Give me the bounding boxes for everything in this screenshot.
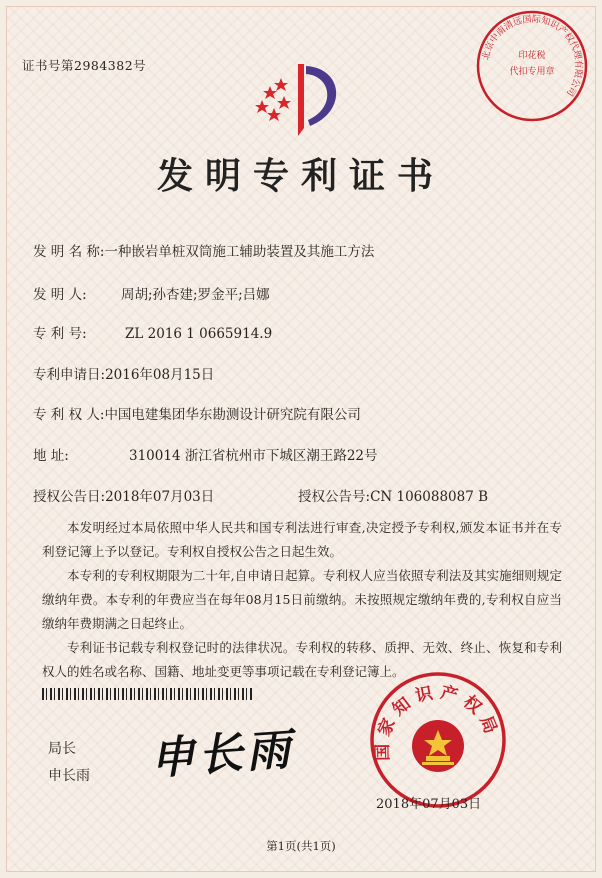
page-footer: 第1页(共1页) [266, 839, 336, 853]
field-label: 授权公告号: [298, 489, 371, 505]
field-label: 授权公告日: [33, 489, 106, 505]
field-value: ZL 2016 1 0665914.9 [125, 326, 273, 342]
director-title: 局长 [48, 741, 76, 757]
field-value: CN 106088087 B [370, 489, 489, 505]
body-paragraph: 本发明经过本局依照中华人民共和国专利法进行审查,决定授予专利权,颁发本证书并在专利登记簿上予以登记。专利权自授权公告之日起生效。 [42, 520, 562, 559]
star-icon [263, 86, 277, 99]
field-label: 专 利 权 人: [33, 407, 105, 423]
official-seal-text: 国家知识产权局 [372, 682, 503, 761]
field-label: 发 明 名 称: [33, 244, 105, 260]
barcode [42, 688, 252, 700]
certificate-number: 证书号第2984382号 [22, 58, 147, 73]
star-icon [274, 78, 288, 91]
logo-stars [255, 78, 291, 121]
field-grant-number [298, 485, 488, 505]
agency-stamp-text: 北京中南清远国际知识产权代理有限公司 [481, 14, 584, 98]
logo-purple-curve [306, 66, 336, 126]
field-patent-number [33, 322, 272, 342]
star-icon [255, 100, 269, 113]
official-seal [362, 668, 514, 808]
field-filing-date [33, 363, 214, 383]
field-value: 中国电建集团华东勘测设计研究院有限公司 [104, 407, 361, 423]
star-icon [267, 108, 281, 121]
agency-stamp [474, 8, 590, 124]
field-value: 一种嵌岩单桩双筒施工辅助装置及其施工方法 [104, 244, 375, 260]
certificate-title: 发明专利证书 [156, 155, 445, 197]
field-inventor [33, 283, 270, 303]
field-label: 专 利 号: [33, 326, 87, 342]
seal-date: 2018年07月03日 [376, 797, 482, 812]
agency-stamp-center: 代扣专用章 [509, 67, 555, 77]
certificate-body [42, 516, 562, 684]
field-value: 周胡;孙杏建;罗金平;吕娜 [121, 287, 270, 303]
field-address [33, 444, 378, 464]
field-patentee [33, 403, 361, 423]
field-value: 2018年07月03日 [105, 489, 215, 505]
field-label: 专利申请日: [33, 367, 106, 383]
logo-red-stroke [298, 64, 304, 136]
national-emblem-icon [412, 720, 464, 772]
field-label: 地 址: [33, 448, 69, 464]
body-paragraph: 专利证书记载专利权登记时的法律状况。专利权的转移、质押、无效、终止、恢复和专利权人的姓名或名称、国籍、地址变更等事项记载在专利登记簿上。 [42, 640, 562, 679]
director-signature: 申长雨 [148, 724, 296, 785]
director-name: 申长雨 [48, 768, 90, 784]
field-invention-name [33, 240, 374, 260]
star-icon [277, 96, 291, 109]
body-paragraph: 本专利的专利权期限为二十年,自申请日起算。专利权人应当依照专利法及其实施细则规定缴纳年费。本专利的年费应当在每年08月15日前缴纳。未按照规定缴纳年费的,专利权自应当缴纳年费期满之日起终止。 [42, 568, 562, 631]
cnipa-logo [248, 56, 358, 138]
agency-stamp-top: 印花税 [518, 51, 546, 61]
field-label: 发 明 人: [33, 287, 87, 303]
field-value: 2016年08月15日 [105, 367, 215, 383]
field-grant-date [33, 485, 214, 505]
field-value: 310014 浙江省杭州市下城区潮王路22号 [129, 448, 378, 464]
